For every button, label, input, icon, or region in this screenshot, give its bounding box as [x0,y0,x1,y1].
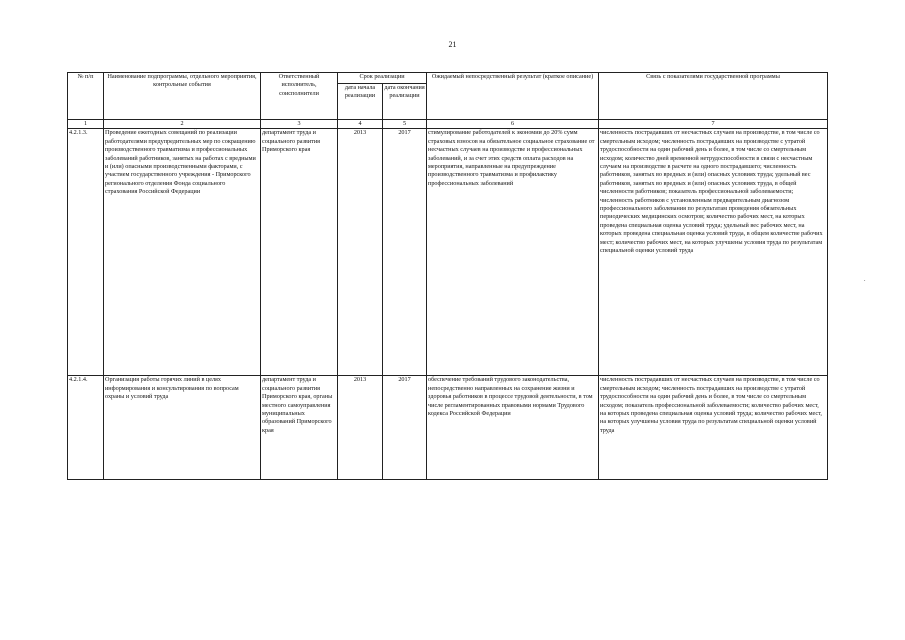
column-number: 6 [427,120,599,129]
program-indicators: численность пострадавших от несчастных случаев на производстве, в том числе со смертельным исходом; численность пострадавших на производстве с утратой трудоспособности на один рабочий день и более, в том числе со смертельным исходом; показатель профессиональной заболеваемости; количество рабочих мест, на которых проведена специальная оценка условий труда; количество рабочих мест, на которых улучшены условия труда по результатам специальной оценки условий труда [599,376,828,480]
header-link: Связь с показателями государственной программы [599,73,828,120]
header-start: дата начала реализации [338,84,383,120]
column-number-row [68,120,828,129]
page-number: 21 [448,40,457,49]
program-indicators: численность пострадавших от несчастных случаев на производстве, в том числе со смертельным исходом; численность пострадавших на производстве с утратой трудоспособности на один рабочий день и более, в том числе со смертельным исходом; количество дней временной нетрудоспособности в связи с несчастным случаем на производстве в расчете на одного пострадавшего; численность работников, занятых во вредных и (или) опасных условиях труда; удельный вес работников, занятых во вредных и (или) опасных условиях труда, в общей численности работников; показатель профессиональной заболеваемости; численность работников с установленным предварительным диагнозом профессионального заболевания по результатам проведения обязательных периодических медицинских осмотров; количество рабочих мест, на которых проведена специальная оценка условий труда; удельный вес рабочих мест, на которых проведена специальная оценка условий труда, в общем количестве рабочих мест; количество рабочих мест, на которых улучшены условия труда по результатам специальной оценки условий труда [599,129,828,376]
header-period: Срок реализации [338,73,427,84]
activity-name: Проведение ежегодных совещаний по реализации работодателями предупредительных мер по сокращению производственного травматизма и профессиональных заболеваний работников, занятых на работах с вредными и (или) опасными производственными факторами, с участием государственного учреждения - Приморского регионального отделения Фонда социального страхования Российской Федерации [104,129,261,376]
column-number: 2 [104,120,261,129]
expected-result: стимулирование работодателей к экономии до 20% сумм страховых взносов на обязательное социальное страхование от несчастных случаев на производстве и профессиональных заболеваний, и за счет этих средств оплата расходов на мероприятия, направленные на предупреждение производственного травматизма и профилактику профессиональных заболеваний [427,129,599,376]
expected-result: обеспечение требований трудового законодательства, непосредственно направленных на сохранение жизни и здоровья работников в процессе трудовой деятельности, в том числе регламентированных правовыми нормами Трудового кодекса Российской Федерации [427,376,599,480]
header-end: дата окончания реализации [383,84,427,120]
header-name: Наименование подпрограммы, отдельного мероприятия, контрольные события [104,73,261,120]
program-table [67,72,828,480]
executor: департамент труда и социального развития Приморского края, органы местного самоуправления муниципальных образований Приморского края [261,376,338,480]
executor: департамент труда и социального развития Приморского края [261,129,338,376]
column-number: 4 [338,120,383,129]
header-row [68,73,828,84]
row-number: 4.2.1.4. [68,376,104,480]
header-executor: Ответственный исполнитель, соисполнители [261,73,338,120]
start-year: 2013 [338,376,383,480]
start-year: 2013 [338,129,383,376]
column-number: 1 [68,120,104,129]
column-number: 3 [261,120,338,129]
stray-mark: . [864,277,866,283]
column-number: 7 [599,120,828,129]
row-number: 4.2.1.3. [68,129,104,376]
column-number: 5 [383,120,427,129]
end-year: 2017 [383,129,427,376]
activity-name: Организация работы горячих линий в целях информирования и консультирования по вопросам охраны и условий труда [104,376,261,480]
table-row [68,129,828,376]
header-number: № п/п [68,73,104,120]
table-row [68,376,828,480]
header-result: Ожидаемый непосредственный результат (краткое описание) [427,73,599,120]
end-year: 2017 [383,376,427,480]
